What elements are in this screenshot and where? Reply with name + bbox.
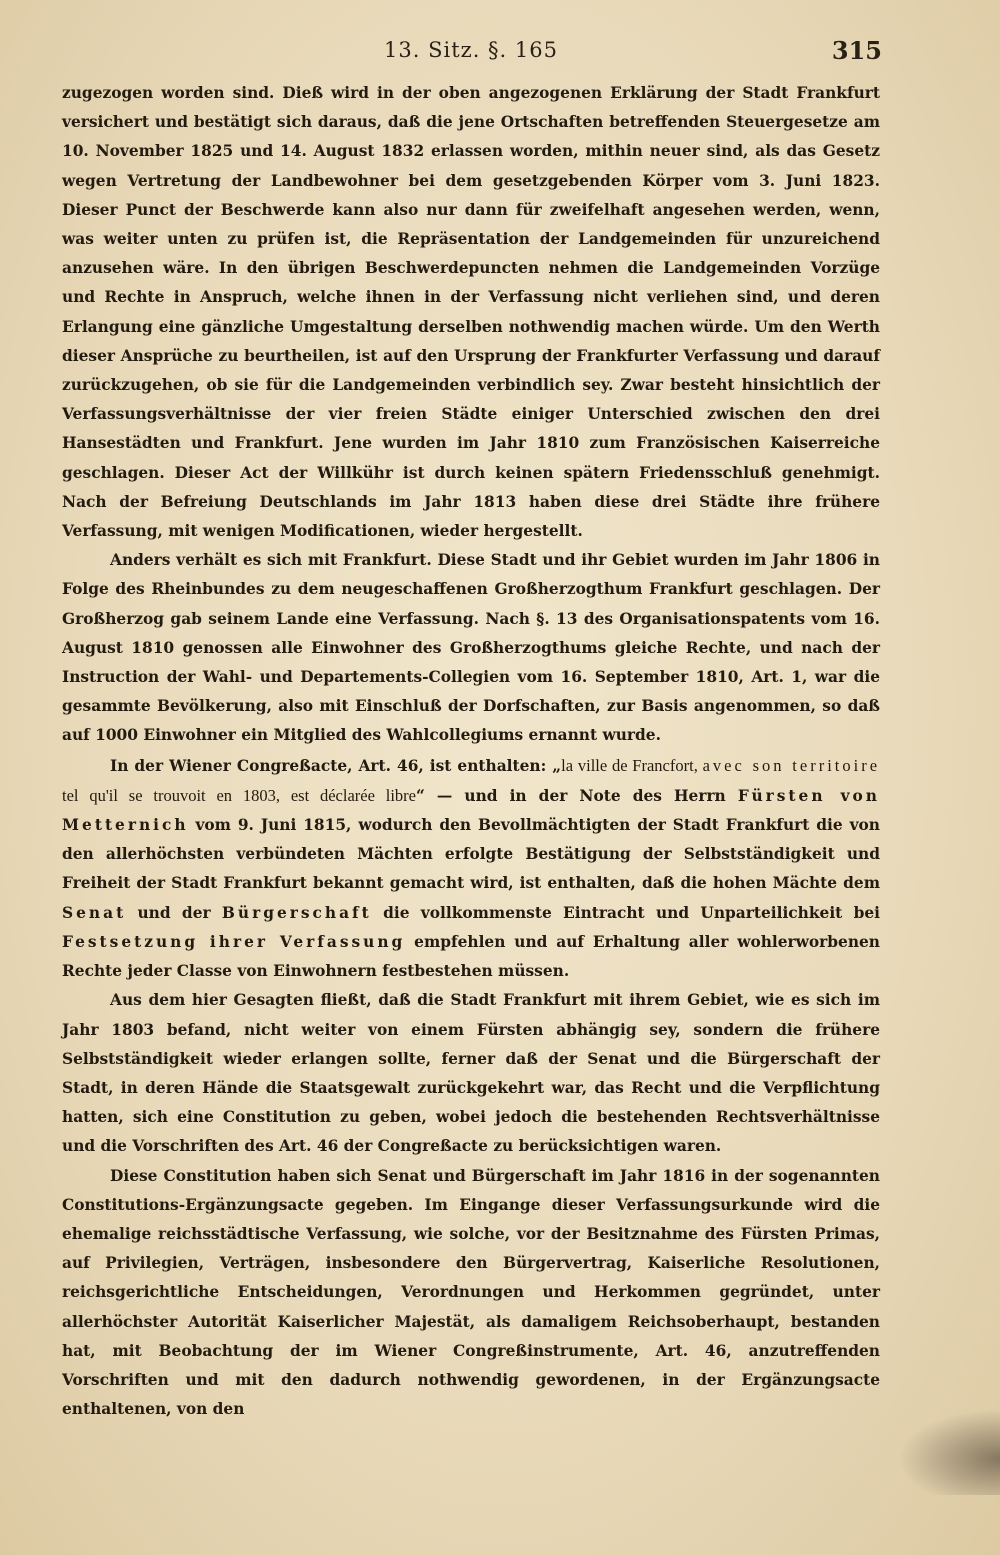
page-edge-shadow [890, 1405, 1000, 1495]
body-text [62, 79, 880, 1424]
senat-emphasis: Senat [62, 903, 127, 922]
p3-text-a: In der Wiener Congreßacte, Art. 46, ist enthalten: „ [110, 756, 562, 775]
paragraph-3 [62, 751, 880, 987]
paragraph-1: zugezogen worden sind. Dieß wird in der oben angezogenen Erklärung der Stadt Frankfurt versichert und bestätigt sich daraus, daß die jene Ortschaften betreffenden Steuergesetze am 10. November 1825 und 14. August 1832 erlassen worden, mithin neuer sind, als das Gesetz wegen Vertretung der Landbewohner bei dem gesetzgebenden Körper vom 3. Juni 1823. Dieser Punct der Beschwerde kann also nur dann für zweifelhaft angesehen werden, wenn, was weiter unten zu prüfen ist, die Repräsentation der Landgemeinden für unzureichend anzusehen wäre. In den übrigen Beschwerdepuncten nehmen die Landgemeinden Vorzüge und Rechte in Anspruch, welche ihnen in der Verfassung nicht verliehen sind, und deren Erlangung eine gänzliche Umgestaltung derselben nothwendig machen würde. Um den Werth dieser Ansprüche zu beurtheilen, ist auf den Ursprung der Frankfurter Verfassung und darauf zurückzugehen, ob sie für die Landgemeinden verbindlich sey. Zwar besteht hinsichtlich der Verfassungsverhältnisse der vier freien Städte einiger Unterschied zwischen den drei Hansestädten und Frankfurt. Jene wurden im Jahr 1810 zum Französischen Kaiserreiche geschlagen. Dieser Act der Willkühr ist durch keinen spätern Friedensschluß genehmigt. Nach der Befreiung Deutschlands im Jahr 1813 haben diese drei Städte ihre frühere Verfassung, mit wenigen Modificationen, wieder hergestellt. [62, 84, 880, 541]
p3-text-c: vom 9. Juni 1815, wodurch den Bevollmächtigten der Stadt Frankfurt die von den allerhöchsten verbündeten Mächten erfolgte Bestätigung der Selbstständigkeit und Freiheit der Stadt Frankfurt bekannt gemacht wird, ist enthalten, daß die hohen Mächte dem [62, 816, 880, 893]
french-quote-spaced: avec son territoire [702, 755, 881, 775]
p3-text-e: die vollkommenste Eintracht und Unparteilichkeit bei [371, 903, 880, 922]
festsetzung-emphasis: Festsetzung ihrer Verfassung [62, 932, 406, 951]
paragraph-2: Anders verhält es sich mit Frankfurt. Diese Stadt und ihr Gebiet wurden im Jahr 1806 in Folge des Rheinbundes zu dem neugeschaffenen Großherzogthum Frankfurt geschlagen. Der Großherzog gab seinem Lande eine Verfassung. Nach §. 13 des Organisationspatents vom 16. August 1810 genossen alle Einwohner des Großherzogthums gleiche Rechte, und nach der Instruction der Wahl- und Departements-Collegien vom 16. September 1810, Art. 1, war die gesammte Bevölkerung, also mit Einschluß der Dorfschaften, zur Basis angenommen, so daß auf 1000 Einwohner ein Mitglied des Wahlcollegiums ernannt wurde. [62, 551, 880, 745]
french-quote-2: tel qu'il se trouvoit en 1803, est déclarée libre [62, 785, 416, 805]
french-quote-1: la ville de Francfort, [561, 755, 703, 775]
running-title: 13. Sitz. §. 165 [384, 38, 558, 62]
paragraph-5: Diese Constitution haben sich Senat und Bürgerschaft im Jahr 1816 in der sogenannten Constitutions-Ergänzungsacte gegeben. Im Eingange dieser Verfassungsurkunde wird die ehemalige reichsstädtische Verfassung, wie solche, vor der Besitznahme des Fürsten Primas, auf Privilegien, Verträgen, insbesondere den Bürgervertrag, Kaiserliche Resolutionen, reichsgerichtliche Entscheidungen, Verordnungen und Herkommen gegründet, unter allerhöchster Autorität Kaiserlicher Majestät, als damaligem Reichsoberhaupt, bestanden hat, mit Beobachtung der im Wiener Congreßinstrumente, Art. 46, anzutreffenden Vorschriften und mit den dadurch nothwendig gewordenen, in der Ergänzungsacte enthaltenen, von den [62, 1166, 880, 1419]
page-header [60, 36, 882, 70]
buergerschaft-emphasis: Bürgerschaft [221, 903, 372, 922]
metternich-name: Fürsten von Metternich [62, 786, 880, 835]
paragraph-4: Aus dem hier Gesagten fließt, daß die Stadt Frankfurt mit ihrem Gebiet, wie es sich im Jahr 1803 befand, nicht weiter von einem Fürsten abhängig sey, sondern die frühere Selbstständigkeit wieder erlangen sollte, ferner daß der Senat und die Bürgerschaft der Stadt, in deren Hände die Staatsgewalt zurückgekehrt war, das Recht und die Verpflichtung hatten, sich eine Constitution zu geben, wobei jedoch die bestehenden Rechtsverhältnisse und die Vorschriften des Art. 46 der Congreßacte zu berücksichtigen waren. [62, 991, 880, 1156]
p3-text-b: “ — und in der Note des Herrn [416, 786, 738, 805]
p3-text-d: und der [126, 903, 222, 922]
page-number: 315 [831, 36, 882, 65]
p3-text-f: empfehlen und auf Erhaltung aller wohlerworbenen Rechte jeder Classe von Einwohnern festbestehen müssen. [62, 932, 880, 981]
